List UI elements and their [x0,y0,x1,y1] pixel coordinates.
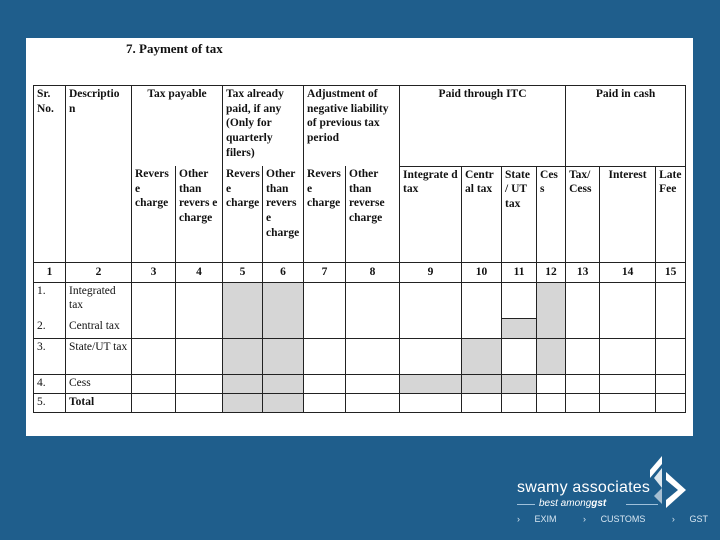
shaded-cell [263,282,304,318]
header-row [34,86,686,167]
column-number: 4 [176,262,223,282]
shaded-cell [223,282,263,318]
table-cell [600,374,656,393]
subheader-integrated-tax: Integrate d tax [400,166,462,262]
table-cell [400,318,462,338]
table-cell [656,374,686,393]
column-number: 6 [263,262,304,282]
column-number: 5 [223,262,263,282]
header-sr-no: Sr. No. [34,86,66,263]
row-description: Cess [66,374,132,393]
subheader-reverse-charge: Revers e charge [223,166,263,262]
table-cell [537,393,566,412]
table-cell [176,282,223,318]
table-cell [346,374,400,393]
shaded-cell [223,338,263,374]
row-description: Total [66,393,132,412]
section-title: 7. Payment of tax [126,41,223,56]
table-cell [132,374,176,393]
table-cell [566,338,600,374]
payment-of-tax-table [33,85,686,413]
tagline-bold: gst [591,498,607,509]
subheader-row [34,166,686,262]
table-row [34,318,686,338]
shaded-cell [223,393,263,412]
table-cell [502,338,537,374]
tagline-prefix: best among [539,498,592,509]
table-cell [462,318,502,338]
table-cell [346,318,400,338]
subheader-state-ut-tax: State / UT tax [502,166,537,262]
brand-name: swamy associates [517,479,651,496]
link-label: EXIM [534,514,557,524]
table-cell [502,282,537,318]
header-paid-in-cash: Paid in cash [566,86,686,167]
row-number: 3. [34,338,66,374]
table-cell [566,282,600,318]
column-number: 8 [346,262,400,282]
column-number: 3 [132,262,176,282]
subheader-late-fee: Late Fee [656,166,686,262]
header-tax-already-paid: Tax already paid, if any (Only for quarterly filers) [223,86,304,167]
subheader-central-tax: Centr al tax [462,166,502,262]
chevron-right-icon: › [517,514,520,524]
table-cell [304,374,346,393]
table-cell [346,282,400,318]
link-label: GST [689,514,708,524]
row-number: 4. [34,374,66,393]
shaded-cell [223,318,263,338]
table-cell [132,338,176,374]
link-label: CUSTOMS [600,514,646,524]
table-cell [304,393,346,412]
table-cell [462,393,502,412]
table-cell [502,393,537,412]
tagline-rule-right [626,504,658,505]
shaded-cell [400,374,462,393]
table-cell [600,393,656,412]
subheader-tax-cess: Tax/ Cess [566,166,600,262]
row-description: Central tax [66,318,132,338]
table-cell [176,374,223,393]
column-number-row [34,262,686,282]
table-cell [600,282,656,318]
table-cell [656,318,686,338]
row-number: 5. [34,393,66,412]
subheader-cess: Ces s [537,166,566,262]
row-description: Integrated tax [66,282,132,318]
column-number: 11 [502,262,537,282]
header-description: Descriptio n [66,86,132,263]
table-cell [400,338,462,374]
brand-block [514,452,714,532]
table-cell [656,338,686,374]
chevron-right-icon: › [671,514,675,524]
table-cell [656,282,686,318]
table-cell [304,338,346,374]
table-cell [304,282,346,318]
table-cell [600,318,656,338]
table-cell [176,318,223,338]
shaded-cell [263,374,304,393]
shaded-cell [537,318,566,338]
column-number: 9 [400,262,462,282]
chevron-right-icon: › [583,514,587,524]
table-row [34,374,686,393]
shaded-cell [502,374,537,393]
table-cell [400,282,462,318]
table-cell [346,338,400,374]
row-number: 2. [34,318,66,338]
table-row [34,338,686,374]
column-number: 14 [600,262,656,282]
table-cell [400,393,462,412]
table-cell [537,374,566,393]
shaded-cell [462,338,502,374]
column-number: 15 [656,262,686,282]
table-cell [600,338,656,374]
table-cell [132,282,176,318]
table-cell [656,393,686,412]
table-cell [566,318,600,338]
shaded-cell [502,318,537,338]
subheader-interest: Interest [600,166,656,262]
link-gst[interactable] [672,514,720,524]
subheader-other-than-reverse: Other than revers e charge [176,166,223,262]
column-number: 7 [304,262,346,282]
shaded-cell [263,393,304,412]
subheader-reverse-charge: Revers e charge [304,166,346,262]
link-customs[interactable] [583,514,657,524]
table-cell [304,318,346,338]
table-cell [176,393,223,412]
shaded-cell [537,282,566,318]
table-cell [462,282,502,318]
table-row [34,393,686,412]
shaded-cell [223,374,263,393]
table-cell [346,393,400,412]
column-number: 10 [462,262,502,282]
table-cell [566,374,600,393]
brand-links [517,514,720,524]
header-tax-payable: Tax payable [132,86,223,167]
row-description: State/UT tax [66,338,132,374]
tagline-rule-left [517,504,535,505]
table-cell [132,393,176,412]
header-paid-through-itc: Paid through ITC [400,86,566,167]
row-number: 1. [34,282,66,318]
table-cell [176,338,223,374]
shaded-cell [537,338,566,374]
column-number: 2 [66,262,132,282]
header-adjustment: Adjustment of negative liability of previous tax period [304,86,400,167]
table-cell [132,318,176,338]
shaded-cell [263,338,304,374]
brand-tagline [539,498,606,509]
subheader-reverse-charge: Revers e charge [132,166,176,262]
shaded-cell [462,374,502,393]
column-number: 12 [537,262,566,282]
table-row [34,282,686,318]
subheader-other-than-reverse: Other than reverse charge [346,166,400,262]
link-exim[interactable] [517,514,569,524]
document-page [26,38,693,436]
column-number: 1 [34,262,66,282]
subheader-other-than-reverse: Other than revers e charge [263,166,304,262]
column-number: 13 [566,262,600,282]
table-cell [566,393,600,412]
shaded-cell [263,318,304,338]
